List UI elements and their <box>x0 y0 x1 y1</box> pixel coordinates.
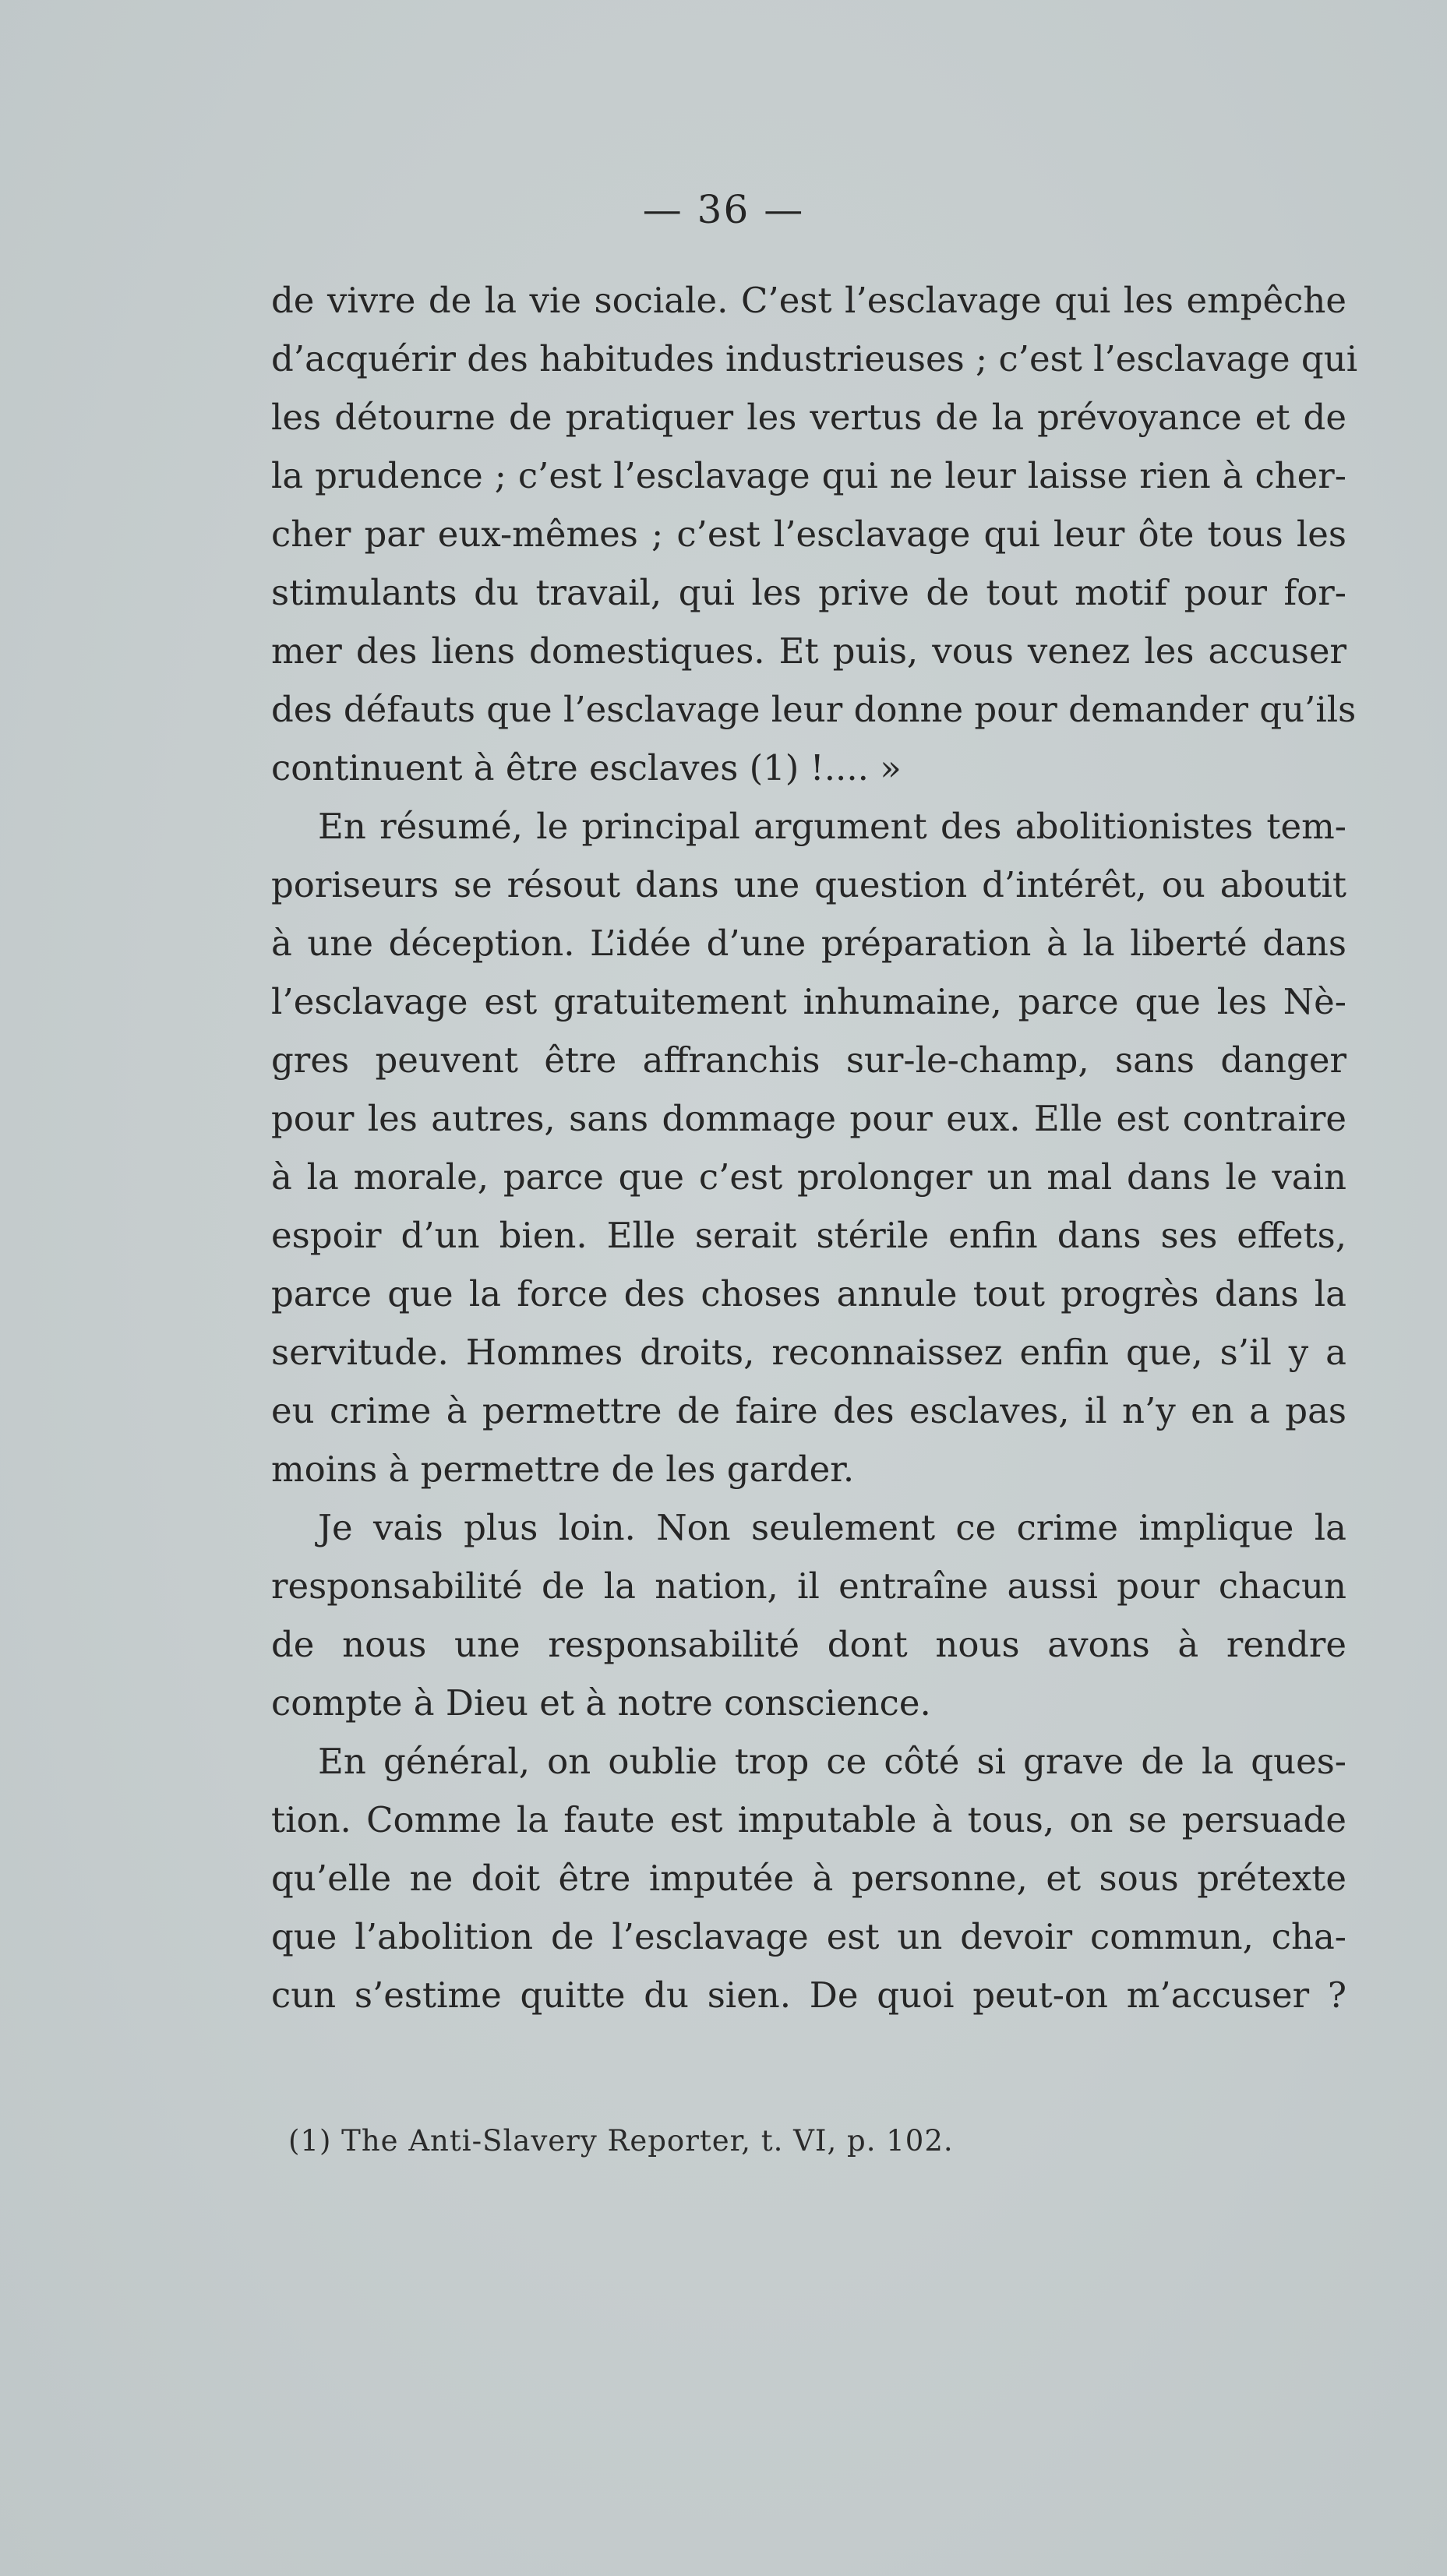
text-line: tion. Comme la faute est imputable à tous, on se persuade <box>271 1799 1346 1840</box>
text-line: cun s’estime quitte du sien. De quoi peut-on m’accuser ? <box>271 1974 1346 2016</box>
page-number: — 36 — <box>642 187 805 232</box>
text-line: continuent à être esclaves (1) !.... » <box>271 747 902 789</box>
body-text <box>271 271 1358 2024</box>
text-line: compte à Dieu et à notre conscience. <box>271 1682 931 1724</box>
text-line: En général, on oublie trop ce côté si grave de la ques- <box>318 1741 1346 1782</box>
text-line: servitude. Hommes droits, reconnaissez enfin que, s’il y a <box>271 1332 1346 1373</box>
text-line: espoir d’un bien. Elle serait stérile enfin dans ses effets, <box>271 1215 1346 1256</box>
text-line: poriseurs se résout dans une question d’intérêt, ou aboutit <box>271 864 1346 905</box>
text-line: mer des liens domestiques. Et puis, vous venez les accuser <box>271 630 1346 672</box>
text-line: de vivre de la vie sociale. C’est l’esclavage qui les empêche <box>271 280 1346 321</box>
text-line: gres peuvent être affranchis sur-le-champ, sans danger <box>271 1039 1346 1081</box>
text-line: En résumé, le principal argument des abolitionistes tem- <box>318 806 1346 847</box>
text-line: de nous une responsabilité dont nous avons à rendre <box>271 1624 1346 1665</box>
text-line: eu crime à permettre de faire des esclaves, il n’y en a pas <box>271 1390 1346 1431</box>
text-line: les détourne de pratiquer les vertus de la prévoyance et de <box>271 397 1346 438</box>
text-line: responsabilité de la nation, il entraîne aussi pour chacun <box>271 1565 1346 1607</box>
text-line: à une déception. L’idée d’une préparation à la liberté dans <box>271 923 1346 964</box>
text-line: à la morale, parce que c’est prolonger un mal dans le vain <box>271 1156 1346 1198</box>
footnote: (1) The Anti-Slavery Reporter, t. VI, p. 102. <box>288 2124 954 2158</box>
text-line: des défauts que l’esclavage leur donne pour demander qu’ils <box>271 689 1357 730</box>
text-line: stimulants du travail, qui les prive de tout motif pour for- <box>271 572 1346 613</box>
text-line: qu’elle ne doit être imputée à personne, et sous prétexte <box>271 1858 1346 1899</box>
text-line: parce que la force des choses annule tout progrès dans la <box>271 1273 1346 1314</box>
text-line: Je vais plus loin. Non seulement ce crime implique la <box>318 1507 1346 1548</box>
text-line: que l’abolition de l’esclavage est un devoir commun, cha- <box>271 1916 1346 1957</box>
text-line: l’esclavage est gratuitement inhumaine, parce que les Nè- <box>271 981 1346 1022</box>
text-line: pour les autres, sans dommage pour eux. Elle est contraire <box>271 1098 1346 1139</box>
text-line: d’acquérir des habitudes industrieuses ; c’est l’esclavage qui <box>271 338 1358 379</box>
text-line: cher par eux-mêmes ; c’est l’esclavage qui leur ôte tous les <box>271 513 1346 555</box>
text-line: la prudence ; c’est l’esclavage qui ne leur laisse rien à cher- <box>271 455 1346 496</box>
text-line: moins à permettre de les garder. <box>271 1449 855 1490</box>
